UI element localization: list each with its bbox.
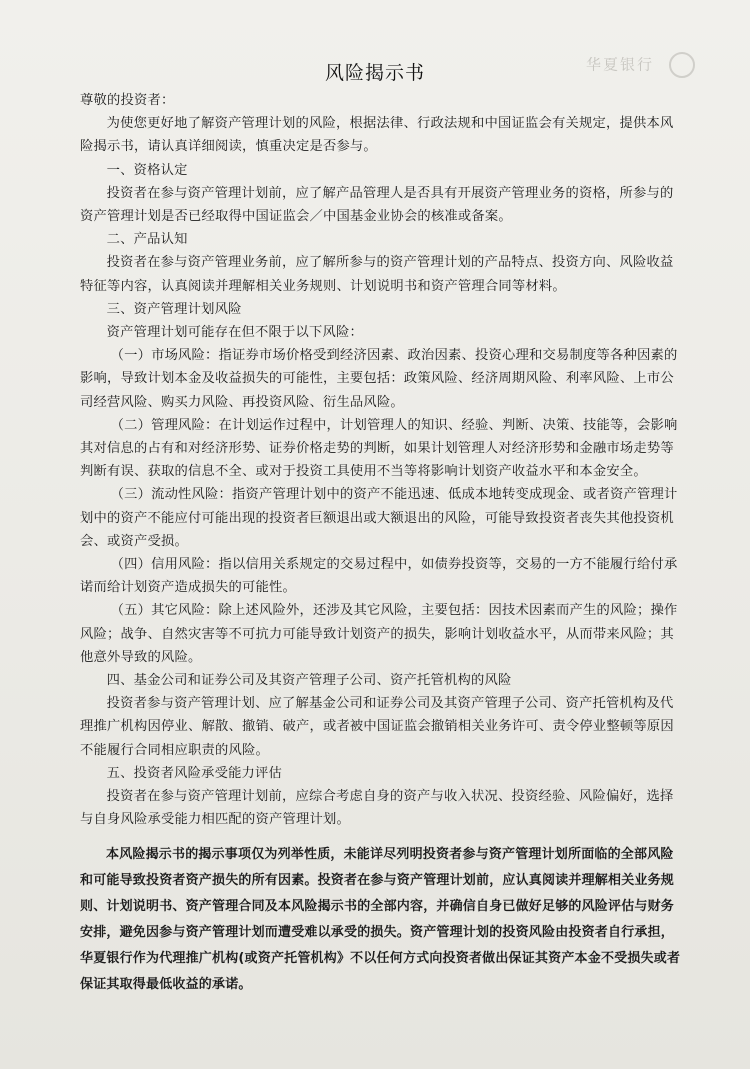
section-3-lead: 资产管理计划可能存在但不限于以下风险： bbox=[106, 325, 364, 341]
section-4-heading: 四、基金公司和证券公司及其资产管理子公司、资产托管机构的风险 bbox=[106, 673, 512, 689]
section-4-text: 投资者参与资产管理计划、应了解基金公司和证券公司及其资产管理子公司、资产托管机构及代理推广机构因停业、解散、撤销、破产，或者被中国证监会撤销相关业务许可、责令停业整顿等原因不能履行合同相应职责的风险。 bbox=[80, 696, 674, 758]
risk-management: （二）管理风险：在计划运作过程中，计划管理人的知识、经验、判断、决策、技能等，会影响其对信息的占有和对经济形势、证券价格走势的判断，如果计划管理人对经济形势和金融市场走势等判断有误、获取的信息不全、或对于投资工具使用不当等将影响计划资产收益水平和本金安全。 bbox=[80, 417, 678, 480]
risk-other: （五）其它风险：除上述风险外，还涉及其它风险，主要包括：因技术因素而产生的风险；操作风险；战争、自然灾害等不可抗力可能导致计划资产的损失，影响计划收益水平，从而带来风险；其他意外导致的风险。 bbox=[80, 603, 678, 665]
stamp-text: 华夏银行 bbox=[586, 55, 655, 74]
spacer bbox=[80, 832, 684, 842]
document-body bbox=[80, 89, 684, 998]
section-2-heading: 二、产品认知 bbox=[106, 232, 188, 248]
intro-paragraph: 为使您更好地了解资产管理计划的风险，根据法律、行政法规和中国证监会有关规定，提供本风险揭示书，请认真详细阅读，慎重决定是否参与。 bbox=[80, 116, 674, 155]
section-5-text: 投资者在参与资产管理计划前，应综合考虑自身的资产与收入状况、投资经验、风险偏好，选择与自身风险承受能力相匹配的资产管理计划。 bbox=[80, 789, 674, 828]
section-5-heading: 五、投资者风险承受能力评估 bbox=[106, 765, 283, 781]
risk-liquidity: （三）流动性风险：指资产管理计划中的资产不能迅速、低成本地转变成现金、或者资产管理计划中的资产不能应付可能出现的投资者巨额退出或大额退出的风险，可能导致投资者丧失其他投资机会、或资产受损。 bbox=[80, 487, 678, 549]
risk-credit: （四）信用风险：指以信用关系规定的交易过程中，如债券投资等，交易的一方不能履行给付承诺而给计划资产造成损失的可能性。 bbox=[80, 557, 678, 596]
section-1-heading: 一、资格认定 bbox=[106, 162, 188, 178]
risk-market: （一）市场风险：指证券市场价格受到经济因素、政治因素、投资心理和交易制度等各种因素的影响，导致计划本金及收益损失的可能性，主要包括：政策风险、经济周期风险、利率风险、上市公司经营风险、购买力风险、再投资风险、衍生品风险。 bbox=[80, 348, 678, 410]
page-title: 风险揭示书 bbox=[324, 62, 425, 84]
section-1-text: 投资者在参与资产管理计划前，应了解产品管理人是否具有开展资产管理业务的资格，所参与的资产管理计划是否已经取得中国证监会／中国基金业协会的核准或备案。 bbox=[80, 185, 674, 225]
closing-statement: 本风险揭示书的揭示事项仅为列举性质，未能详尽列明投资者参与资产管理计划所面临的全部风险和可能导致投资者资产损失的所有因素。投资者在参与资产管理计划前，应认真阅读并理解相关业务规则、计划说明书、资产管理合同及本风险揭示书的全部内容，并确信自身已做好足够的风险评估与财务安排，避免因参与资产管理计划而遭受难以承受的损失。资产管理计划的投资风险由投资者自行承担，华夏银行作为代理推广机构(或资产托管机构》不以任何方式向投资者做出保证其资产本金不受损失或者保证其取得最低收益的承诺。 bbox=[80, 846, 681, 992]
salutation: 尊敬的投资者： bbox=[80, 93, 175, 108]
section-2-text: 投资者在参与资产管理业务前，应了解所参与的资产管理计划的产品特点、投资方向、风险收益特征等内容，认真阅读并理解相关业务规则、计划说明书和资产管理合同等材料。 bbox=[80, 255, 674, 294]
section-3-heading: 三、资产管理计划风险 bbox=[106, 301, 242, 317]
